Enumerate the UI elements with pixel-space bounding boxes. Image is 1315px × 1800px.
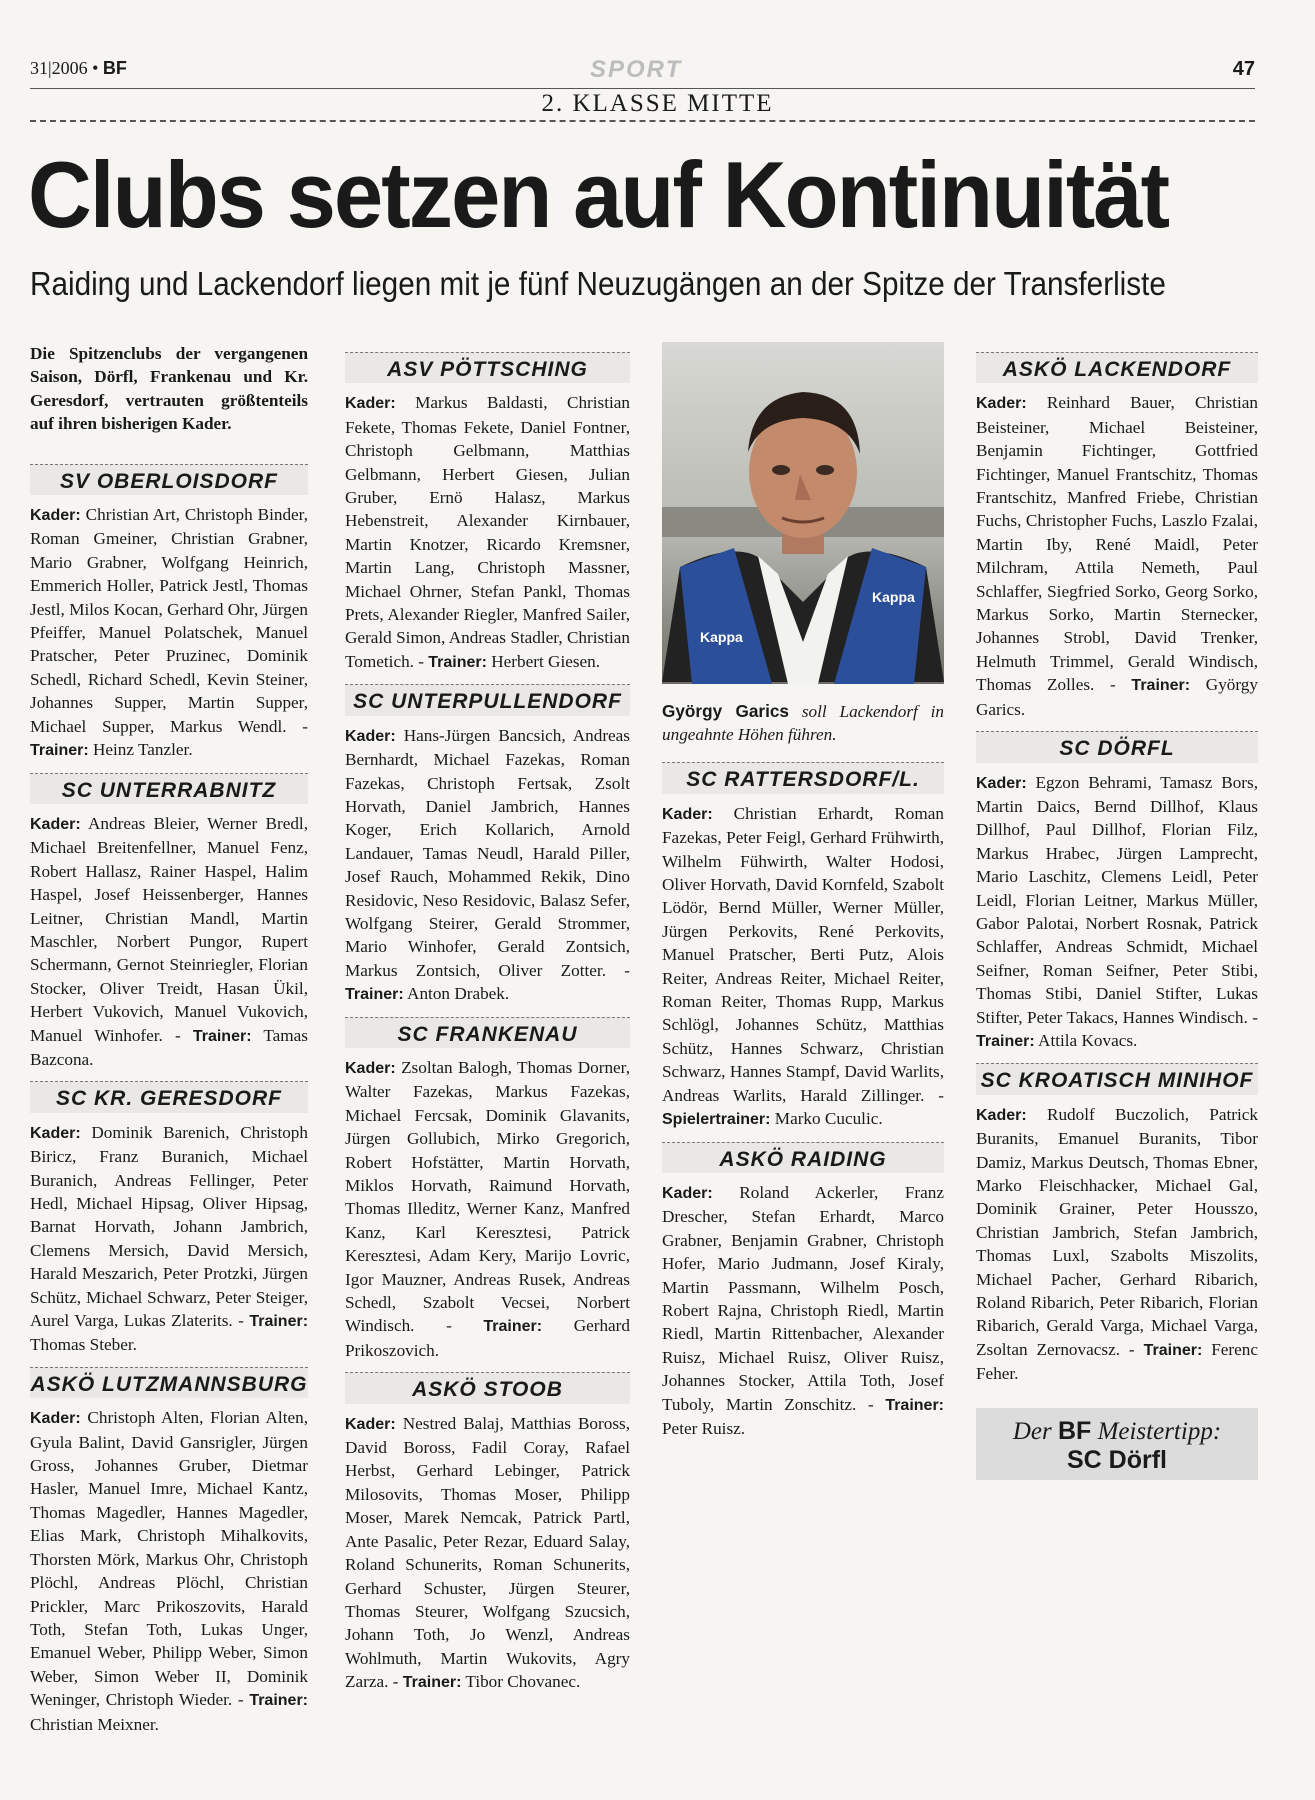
meistertipp-box: Der BF Meistertipp: SC Dörfl bbox=[976, 1408, 1258, 1481]
trainer-name: Tamas Bazcona. bbox=[30, 1025, 308, 1069]
team-block-raiding bbox=[662, 1142, 944, 1441]
kader-list: Roland Ackerler, Franz Drescher, Stefan Erhardt, Marco Grabner, Benjamin Grabner, Christoph Hofer, Mario Judmann, Josef Kiraly, Martin Passmann, Wilhelm Posch, Robert Rajna, Christoph Riedl, Martin Riedl, Martin Rittenbacher, Alexander Ruisz, Michael Ruisz, Oliver Ruisz, Johannes Stocker, Attila Toth, Josef Tuboly, Martin Zonschitz. - bbox=[662, 1182, 945, 1414]
team-heading: SC UNTERPULLENDORF bbox=[345, 684, 630, 715]
team-heading: SC DÖRFL bbox=[976, 731, 1258, 762]
trainer-name: Tibor Chovanec. bbox=[465, 1672, 581, 1692]
kader-label: Kader: bbox=[30, 1410, 81, 1428]
trainer-name: Thomas Steber. bbox=[30, 1335, 137, 1355]
trainer-label: Trainer: bbox=[1131, 677, 1191, 695]
kader-list: Nestred Balaj, Matthias Boross, David Boross, Fadil Coray, Rafael Herbst, Gerhard Lebinger, Patrick Milosovits, Thomas Moser, Philipp Moser, Marek Nemcak, Patrick Partl, Ante Pasalic, Peter Rezar, Eduard Salay, Roland Schunerits, Roman Schunerits, Gerhard Schuster, Jürgen Steurer, Thomas Steurer, Wolfgang Szucsich, Johann Toth, Jo Wenzl, Andreas Wohlmuth, Martin Wukovits, Agry Zarza. - bbox=[345, 1413, 631, 1692]
team-heading: SC UNTERRABNITZ bbox=[30, 773, 308, 804]
kader-label: Kader: bbox=[345, 1415, 396, 1433]
kader-label: Kader: bbox=[30, 507, 81, 525]
team-roster bbox=[30, 1406, 308, 1736]
trainer-name: Heinz Tanzler. bbox=[92, 740, 193, 760]
kader-list: Andreas Bleier, Werner Bredl, Michael Breitenfellner, Manuel Fenz, Robert Hallasz, Rainer Haspel, Halim Haspel, Josef Heissenberger, Hannes Leitner, Christian Mandl, Martin Maschler, Norbert Pungor, Rupert Schermann, Gernot Steinriegler, Florian Stocker, Oliver Treidt, Hasan Ükil, Herbert Vukovich, Manuel Vukovich, Manuel Winhofer. - bbox=[30, 813, 308, 1045]
team-block-doerfl bbox=[976, 731, 1258, 1053]
kader-label: Kader: bbox=[976, 1106, 1027, 1124]
team-block-oberloisdorf bbox=[30, 464, 308, 763]
column-4 bbox=[976, 342, 1258, 1480]
kader-list: Christian Erhardt, Roman Fazekas, Peter Feigl, Gerhard Frühwirth, Wilhelm Fühwirth, Walter Hodosi, Oliver Horvath, David Kornfeld, Szabolt Lödör, Bernd Müller, Werner Müller, Jürgen Perkovits, René Perkovits, Manuel Pratscher, Berti Putz, Alois Reiter, Andreas Reiter, Michael Reiter, Roman Reiter, Thomas Rupp, Markus Schlögl, Johannes Schütz, Matthias Schütz, Hannes Schwarz, Christian Schwarz, Hannes Stampf, David Warlits, Andreas Warlits, Harald Zillinger. - bbox=[662, 803, 944, 1105]
team-roster bbox=[345, 1056, 630, 1362]
lead-paragraph: Die Spitzenclubs der vergangenen Saison, Dörfl, Frankenau und Kr. Geresdorf, vertrauten größtenteils auf ihren bisherigen Kader. bbox=[30, 344, 308, 434]
kader-label: Kader: bbox=[30, 815, 81, 833]
page-header bbox=[30, 56, 1255, 86]
team-roster bbox=[976, 1103, 1258, 1386]
team-roster bbox=[345, 1412, 630, 1695]
team-heading: SC KROATISCH MINIHOF bbox=[976, 1063, 1258, 1094]
trainer-name: Gerhard Prikoszovich. bbox=[345, 1316, 630, 1360]
kader-list: Christian Art, Christoph Binder, Roman Gmeiner, Christian Grabner, Mario Grabner, Wolfgang Heinrich, Emmerich Holler, Patrick Jestl, Thomas Jestl, Milos Kocan, Gerhard Ohr, Jürgen Pfeiffer, Manuel Polatschek, Manuel Pratscher, Peter Pruzinec, Dominik Schedl, Richard Schedl, Kevin Steiner, Johannes Supper, Martin Supper, Michael Supper, Markus Wendl. - bbox=[30, 505, 309, 736]
trainer-label: Trainer: bbox=[1143, 1341, 1203, 1359]
kader-label: Kader: bbox=[662, 1184, 713, 1202]
trainer-name: György Garics. bbox=[976, 675, 1258, 719]
team-block-geresdorf bbox=[30, 1081, 308, 1356]
team-roster bbox=[662, 802, 944, 1132]
jacket-text: Kappa bbox=[700, 629, 743, 645]
kader-list: Markus Baldasti, Christian Fekete, Thomas Fekete, Daniel Fontner, Christoph Gelbmann, Matthias Gelbmann, Herbert Giesen, Julian Gruber, Ernö Halasz, Markus Hebenstreit, Alexander Kirnbauer, Martin Knotzer, Ricardo Kremsner, Martin Lang, Christoph Massner, Michael Ohrner, Stefan Pankl, Thomas Prets, Alexander Riegler, Manfred Sailer, Gerald Simon, Andreas Stadler, Christian Tometich. - bbox=[345, 393, 631, 671]
kader-list: Hans-Jürgen Bancsich, Andreas Bernhardt, Michael Fazekas, Roman Fazekas, Christoph Fertsak, Zsolt Horvath, Daniel Jambrich, Hannes Koger, Erich Kollarich, Arnold Landauer, Tamas Neudl, Harald Piller, Josef Rauch, Mohammed Rekik, Dino Residovic, Neso Residovic, Balasz Sefer, Wolfgang Steirer, Gerald Strommer, Mario Winhofer, Gerald Zontsich, Markus Zontsich, Oliver Zotter. - bbox=[345, 725, 630, 980]
kader-label: Kader: bbox=[345, 395, 396, 413]
kader-label: Kader: bbox=[976, 774, 1027, 792]
team-heading: ASKÖ LUTZMANNSBURG bbox=[30, 1367, 308, 1398]
trainer-label: Trainer: bbox=[249, 1313, 309, 1331]
team-block-frankenau bbox=[345, 1017, 630, 1363]
caption-name: György Garics bbox=[662, 701, 789, 722]
trainer-name: Ferenc Feher. bbox=[976, 1339, 1258, 1384]
team-roster bbox=[345, 724, 630, 1007]
caption-text: soll Lackendorf in ungeahnte Höhen führen. bbox=[662, 702, 944, 745]
kader-list: Dominik Barenich, Christoph Biricz, Franz Buranich, Michael Buranich, Andreas Fellinger, Peter Hedl, Michael Hipsag, Oliver Hipsag, Barnat Horvath, Johann Jambrich, Clemens Mersich, David Mersich, Harald Meszarich, Peter Protzki, Jürgen Schütz, Michael Schwarz, Peter Steiger, Aurel Varga, Lukas Zlaterits. - bbox=[30, 1122, 308, 1331]
coach-photo bbox=[662, 342, 944, 690]
kader-label: Kader: bbox=[662, 805, 713, 823]
team-block-unterpullendorf bbox=[345, 684, 630, 1006]
issue-label: 31|2006 • BF bbox=[30, 58, 127, 78]
team-heading: ASKÖ STOOB bbox=[345, 1372, 630, 1403]
kader-list: Rudolf Buczolich, Patrick Buranits, Emanuel Buranits, Tibor Damiz, Markus Deutsch, Thomas Ebner, Marko Fleischhacker, Michael Gal, Dominik Grainer, Peter Housszo, Christian Jambrich, Stefan Jambrich, Thomas Luxl, Szabolts Miszolits, Michael Pacher, Gerhard Ribarich, Roland Ribarich, Peter Ribarich, Florian Ribarich, Gerald Varga, Michael Varga, Zsoltan Zernovacsz. - bbox=[976, 1104, 1258, 1359]
team-block-lutzmannsburg bbox=[30, 1367, 308, 1736]
trainer-name: Herbert Giesen. bbox=[491, 651, 601, 671]
team-roster bbox=[976, 391, 1258, 721]
column-2 bbox=[345, 342, 630, 1695]
trainer-label: Trainer: bbox=[30, 742, 89, 760]
coach-portrait-image bbox=[662, 342, 944, 684]
team-block-lackendorf bbox=[976, 352, 1258, 721]
subsection-title: 2. KLASSE MITTE bbox=[541, 90, 774, 117]
kader-label: Kader: bbox=[30, 1124, 81, 1142]
kader-label: Kader: bbox=[345, 727, 396, 745]
trainer-label: Trainer: bbox=[345, 986, 404, 1004]
team-roster bbox=[345, 391, 630, 674]
trainer-name: Christian Meixner. bbox=[30, 1714, 159, 1734]
trainer-label: Trainer: bbox=[885, 1396, 944, 1414]
trainer-name: Attila Kovacs. bbox=[1038, 1030, 1138, 1050]
dashed-divider bbox=[30, 120, 1255, 122]
page-number: 47 bbox=[1232, 58, 1255, 80]
team-heading: SC FRANKENAU bbox=[345, 1017, 630, 1048]
team-block-minihof bbox=[976, 1063, 1258, 1385]
trainer-name: Anton Drabek. bbox=[407, 984, 510, 1004]
team-roster bbox=[662, 1181, 944, 1440]
trainer-label: Trainer: bbox=[976, 1032, 1035, 1050]
kader-list: Egzon Behrami, Tamasz Bors, Martin Daics, Bernd Dillhof, Klaus Dillhof, Paul Dillhof, Florian Filz, Markus Hrabec, Jürgen Lamprecht, Mario Laschitz, Clemens Leidl, Peter Leidl, Florian Leitner, Markus Müller, Gabor Palotai, Norbert Rosnak, Patrick Schlaffer, Andreas Schmidt, Michael Seifner, Roman Seifner, Peter Stibi, Thomas Stibi, Daniel Stifter, Lukas Stifter, Peter Takacs, Hannes Windisch. - bbox=[976, 772, 1258, 1027]
team-roster bbox=[976, 771, 1258, 1054]
column-1 bbox=[30, 342, 308, 1736]
team-block-poettsching bbox=[345, 352, 630, 674]
trainer-label: Trainer: bbox=[192, 1027, 252, 1045]
team-roster bbox=[30, 503, 308, 762]
team-roster bbox=[30, 1121, 308, 1357]
brand-label: BF bbox=[102, 58, 127, 78]
photo-caption bbox=[662, 700, 944, 746]
trainer-label: Trainer: bbox=[483, 1318, 543, 1336]
kader-list: Christoph Alten, Florian Alten, Gyula Balint, David Gansrigler, Jürgen Gross, Johannes Gruber, Dietmar Hasler, Manuel Imre, Michael Kantz, Thomas Magedler, Hannes Magedler, Elias Mark, Christoph Mihalkovits, Thorsten Mörk, Markus Ohr, Christoph Plöchl, Andreas Plöchl, Christian Prickler, Marc Prikoszovits, Harald Toth, Stefan Toth, Lukas Unger, Emanuel Weber, Philipp Weber, Simon Weber, Simon Weber II, Dominik Weninger, Christoph Wieder. - bbox=[30, 1408, 308, 1710]
tip-team: SC Dörfl bbox=[1067, 1446, 1167, 1475]
kader-list: Reinhard Bauer, Christian Beisteiner, Michael Beisteiner, Benjamin Fichtinger, Gottfried Fichtinger, Manuel Frantschitz, Thomas Frantschitz, Manfred Friebe, Christian Fuchs, Christopher Fuchs, Laszlo Fzalai, Martin Iby, René Maidl, Peter Milchram, Attila Nemeth, Paul Schlaffer, Siegfried Sorko, Georg Sorko, Markus Sorko, Martin Sternecker, Johannes Strobl, David Trenker, Helmuth Trimmel, Gerald Windisch, Thomas Zolles. - bbox=[976, 393, 1258, 695]
header-rule bbox=[30, 88, 1255, 89]
trainer-label: Trainer: bbox=[402, 1674, 462, 1692]
kader-list: Zsoltan Balogh, Thomas Dorner, Walter Fazekas, Markus Fazekas, Michael Fercsak, Dominik Glavanits, Jürgen Gollubich, Mirko Gregorich, Robert Hofstätter, Martin Horvath, Miklos Horvath, Raimund Horvath, Thomas Illeditz, Werner Kanz, Manfred Kanz, Karl Keresztesi, Patrick Keresztesi, Adam Kery, Marijo Lovric, Igor Mauzner, Andreas Rusek, Andreas Schedl, Szabolt Vecsei, Norbert Windisch. - bbox=[345, 1057, 630, 1336]
trainer-label: Trainer: bbox=[428, 653, 487, 671]
team-block-rattersdorf bbox=[662, 762, 944, 1131]
column-3 bbox=[662, 342, 944, 1440]
kader-label: Kader: bbox=[976, 395, 1027, 413]
section-label: SPORT bbox=[590, 56, 683, 83]
team-block-stoob bbox=[345, 1372, 630, 1694]
subheadline: Raiding und Lackendorf liegen mit je fünf Neuzugängen an der Spitze der Transferliste bbox=[30, 265, 1166, 302]
kader-label: Kader: bbox=[345, 1059, 396, 1077]
team-heading: ASKÖ RAIDING bbox=[662, 1142, 944, 1173]
tip-brand: BF bbox=[1057, 1416, 1092, 1445]
trainer-name: Marko Cuculic. bbox=[774, 1109, 883, 1129]
team-heading: SC KR. GERESDORF bbox=[30, 1081, 308, 1112]
team-heading: ASV PÖTTSCHING bbox=[345, 352, 630, 383]
jacket-text: Kappa bbox=[872, 589, 915, 605]
team-heading: ASKÖ LACKENDORF bbox=[976, 352, 1258, 383]
headline: Clubs setzen auf Kontinuität bbox=[28, 142, 1169, 247]
trainer-label: Trainer: bbox=[249, 1692, 308, 1710]
team-block-unterrabnitz bbox=[30, 773, 308, 1072]
trainer-label: Spielertrainer: bbox=[662, 1111, 771, 1129]
team-heading: SV OBERLOISDORF bbox=[30, 464, 308, 495]
team-roster bbox=[30, 812, 308, 1071]
trainer-name: Peter Ruisz. bbox=[662, 1418, 746, 1438]
team-heading: SC RATTERSDORF/L. bbox=[662, 762, 944, 793]
